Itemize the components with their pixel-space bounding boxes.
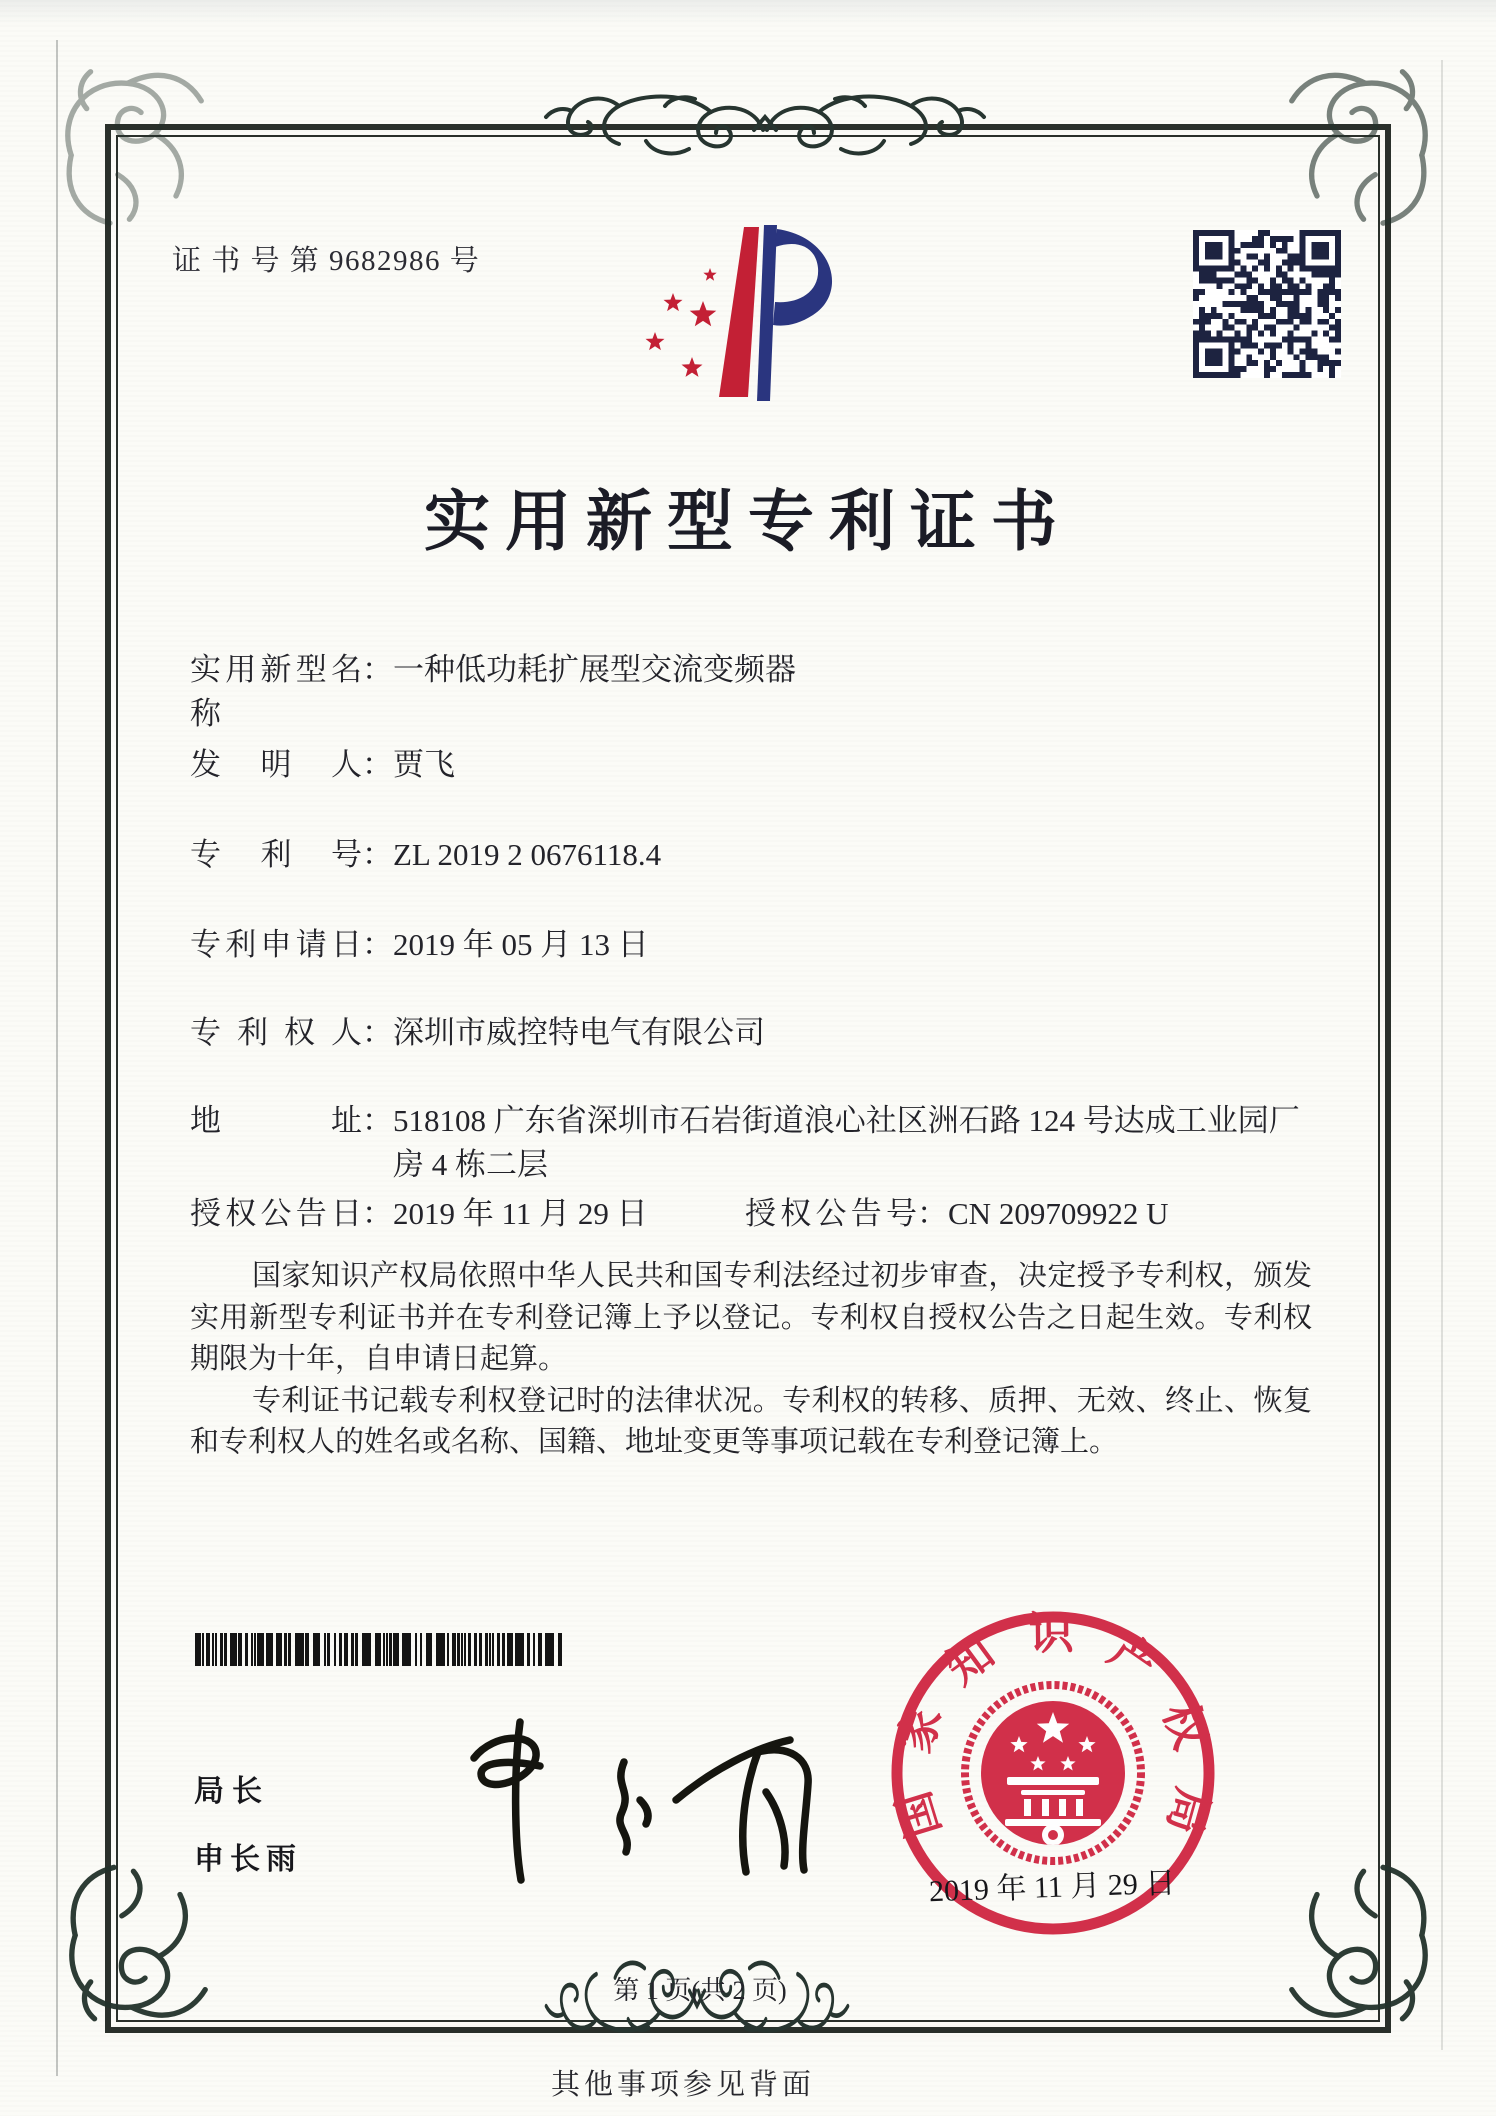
field-value: 2019 年 11 月 29 日 <box>393 1196 648 1231</box>
back-note: 其他事项参见背面 <box>550 2069 815 2101</box>
field-label: 实用新型名称 <box>190 652 362 731</box>
certificate-number: 证 书 号 第 9682986 号 <box>172 245 481 277</box>
director-name: 申长雨 <box>194 1843 302 1876</box>
field-row-inventor <box>190 743 1320 787</box>
field-label: 专利申请日 <box>190 927 362 962</box>
corner-flourish-bottom-left <box>48 1856 213 2034</box>
field-row-address <box>190 1099 1320 1187</box>
body-text <box>190 1256 1312 1464</box>
certificate-title: 实用新型专利证书 <box>424 486 1072 559</box>
corner-flourish-top-right <box>1284 58 1449 233</box>
body-paragraph-2: 专利证书记载专利权登记时的法律状况。专利权的转移、质押、无效、终止、恢复和专利权人的姓名或名称、国籍、地址变更等事项记载在专利登记簿上。 <box>190 1384 1312 1458</box>
field-value: 2019 年 05 月 13 日 <box>393 927 649 962</box>
seal-ring-text: 国家知识产权局 <box>888 1608 1218 1844</box>
field-label: 授权公告号 <box>745 1196 917 1231</box>
field-colon: ： <box>362 652 393 687</box>
field-value: 518108 广东省深圳市石岩街道浪心社区洲石路 124 号达成工业园厂房 4 栋二层 <box>393 1103 1300 1182</box>
field-value: ZL 2019 2 0676118.4 <box>393 837 662 872</box>
logo-p-mark <box>719 225 832 401</box>
field-value: 深圳市威控特电气有限公司 <box>393 1015 765 1050</box>
seal-date: 2019 年 11 月 29 日 <box>928 1866 1176 1909</box>
national-emblem <box>965 1685 1141 1861</box>
field-colon: ： <box>362 927 393 962</box>
field-colon: ： <box>362 1196 393 1231</box>
field-colon: ： <box>362 747 393 782</box>
director-title: 局长 <box>194 1775 270 1808</box>
field-label: 地址 <box>190 1103 362 1138</box>
director-signature <box>428 1700 818 1895</box>
field-label: 专利号 <box>190 837 362 872</box>
field-value: CN 209709922 U <box>948 1196 1169 1231</box>
field-value: 一种低功耗扩展型交流变频器 <box>393 652 796 687</box>
field-colon: ： <box>362 837 393 872</box>
corner-flourish-top-left <box>44 58 209 233</box>
field-row-name <box>190 648 1320 736</box>
cnipa-logo <box>598 205 848 410</box>
body-paragraph-1: 国家知识产权局依照中华人民共和国专利法经过初步审查，决定授予专利权，颁发实用新型专利证书并在专利登记簿上予以登记。专利权自授权公告之日起生效。专利权期限为十年，自申请日起算。 <box>190 1260 1312 1375</box>
scan-edge-left <box>56 40 58 2076</box>
barcode <box>195 1633 570 1666</box>
field-row-grant <box>190 1192 1320 1236</box>
field-row-filing-date <box>190 923 1320 967</box>
dragon-ornament-top <box>540 80 990 166</box>
field-label: 专利权人 <box>190 1015 362 1050</box>
page-number: 第 1 页(共 2 页) <box>613 1976 787 2005</box>
field-label: 发明人 <box>190 747 362 782</box>
field-colon: ： <box>362 1015 393 1050</box>
qr-code <box>1193 230 1341 378</box>
field-colon: ： <box>917 1196 948 1231</box>
field-row-patent-no <box>190 833 1320 877</box>
field-row-patentee <box>190 1011 1320 1055</box>
logo-stars <box>646 268 717 377</box>
field-value: 贾飞 <box>393 747 455 782</box>
field-label: 授权公告日 <box>190 1196 362 1231</box>
scan-edge-right <box>1441 60 1443 2050</box>
corner-flourish-bottom-right <box>1284 1856 1449 2034</box>
field-colon: ： <box>362 1103 393 1138</box>
